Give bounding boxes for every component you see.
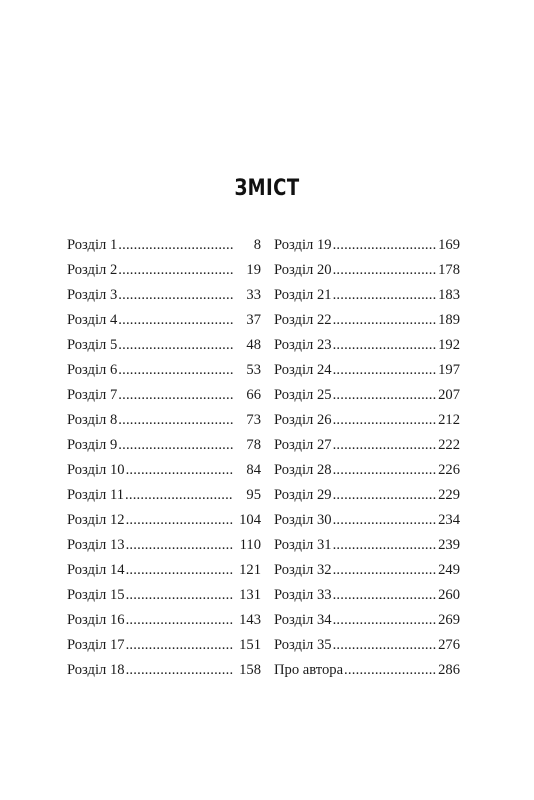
toc-entry-label: Розділ 17 (67, 637, 125, 653)
toc-entry (274, 383, 460, 408)
toc-dot-leader (126, 633, 233, 658)
toc-entry-label: Розділ 9 (67, 437, 118, 453)
toc-entry-label: Розділ 12 (67, 512, 125, 528)
toc-entry (274, 483, 460, 508)
toc-dot-leader (333, 433, 436, 458)
toc-entry-page-number: 110 (239, 537, 261, 553)
toc-entry (67, 358, 261, 383)
toc-entry (67, 383, 261, 408)
toc-entry-label: Розділ 23 (274, 337, 332, 353)
toc-entry-page-number: 73 (246, 412, 261, 428)
toc-entry-label: Розділ 14 (67, 562, 125, 578)
toc-entry (274, 358, 460, 383)
toc-entry-label: Розділ 6 (67, 362, 118, 378)
toc-entry-label: Розділ 25 (274, 387, 332, 403)
toc-entry (67, 258, 261, 283)
toc-entry (274, 458, 460, 483)
toc-dot-leader (333, 358, 436, 383)
toc-entry (67, 608, 261, 633)
toc-entry-label: Розділ 5 (67, 337, 118, 353)
toc-entry (274, 283, 460, 308)
toc-dot-leader (126, 533, 233, 558)
toc-entry-page-number: 207 (438, 387, 460, 403)
toc-entry-page-number: 169 (438, 237, 460, 253)
toc-entry (274, 583, 460, 608)
toc-dot-leader (118, 233, 233, 258)
toc-entry-page-number: 66 (246, 387, 261, 403)
toc-entry-label: Розділ 21 (274, 287, 332, 303)
toc-entry-page-number: 53 (246, 362, 261, 378)
toc-dot-leader (126, 458, 233, 483)
toc-entry-label: Розділ 29 (274, 487, 332, 503)
toc-entry-page-number: 95 (246, 487, 261, 503)
toc-entry-page-number: 189 (438, 312, 460, 328)
toc-entry (67, 558, 261, 583)
toc-dot-leader (118, 358, 233, 383)
toc-entry-page-number: 151 (239, 637, 261, 653)
toc-dot-leader (333, 483, 436, 508)
toc-dot-leader (118, 383, 233, 408)
toc-entry (67, 483, 261, 508)
toc-entry-page-number: 260 (438, 587, 460, 603)
toc-entry (67, 308, 261, 333)
toc-entry (67, 283, 261, 308)
toc-entry-page-number: 212 (438, 412, 460, 428)
toc-entry (274, 633, 460, 658)
toc-entry-page-number: 131 (239, 587, 261, 603)
toc-entry-label: Розділ 10 (67, 462, 125, 478)
toc-entry (274, 433, 460, 458)
toc-entry-page-number: 37 (246, 312, 261, 328)
toc-entry-label: Розділ 4 (67, 312, 118, 328)
toc-entry-label: Розділ 33 (274, 587, 332, 603)
toc-entry-page-number: 8 (253, 237, 261, 253)
toc-entry-page-number: 192 (438, 337, 460, 353)
toc-dot-leader (333, 583, 436, 608)
toc-column-left (67, 233, 261, 683)
toc-entry-label: Розділ 3 (67, 287, 118, 303)
toc-entry (67, 633, 261, 658)
toc-entry-label: Розділ 1 (67, 237, 118, 253)
toc-entry (67, 333, 261, 358)
toc-dot-leader (333, 608, 436, 633)
toc-dot-leader (118, 333, 233, 358)
toc-entry (67, 233, 261, 258)
toc-entry (67, 508, 261, 533)
toc-entry-label: Розділ 27 (274, 437, 332, 453)
toc-entry-page-number: 178 (438, 262, 460, 278)
toc-dot-leader (333, 558, 436, 583)
toc-entry-label: Про автора (274, 662, 344, 678)
toc-entry-label: Розділ 13 (67, 537, 125, 553)
toc-entry-page-number: 143 (239, 612, 261, 628)
toc-column-right (274, 233, 460, 683)
toc-dot-leader (118, 408, 233, 433)
page-title: ЗМІСТ (234, 176, 300, 201)
toc-entry-page-number: 249 (438, 562, 460, 578)
toc-dot-leader (118, 258, 233, 283)
toc-dot-leader (118, 308, 233, 333)
toc-entry-page-number: 239 (438, 537, 460, 553)
toc-entry (67, 583, 261, 608)
toc-entry-page-number: 121 (239, 562, 261, 578)
toc-entry-label: Розділ 28 (274, 462, 332, 478)
toc-entry-page-number: 286 (438, 662, 460, 678)
toc-entry (67, 658, 261, 683)
toc-entry-page-number: 226 (438, 462, 460, 478)
toc-entry-label: Розділ 19 (274, 237, 332, 253)
toc-entry-label: Розділ 8 (67, 412, 118, 428)
toc-entry-page-number: 229 (438, 487, 460, 503)
toc-dot-leader (333, 308, 436, 333)
toc-entry (67, 533, 261, 558)
toc-dot-leader (333, 633, 436, 658)
toc-entry-label: Розділ 11 (67, 487, 125, 503)
toc-entry-label: Розділ 20 (274, 262, 332, 278)
toc-entry (274, 508, 460, 533)
toc-dot-leader (333, 533, 436, 558)
toc-entry (274, 658, 460, 683)
toc-dot-leader (333, 333, 436, 358)
toc-entry-label: Розділ 15 (67, 587, 125, 603)
toc-entry-label: Розділ 22 (274, 312, 332, 328)
toc-entry-label: Розділ 35 (274, 637, 332, 653)
toc-dot-leader (333, 283, 436, 308)
toc-entry (67, 433, 261, 458)
toc-entry (274, 608, 460, 633)
toc-dot-leader (126, 608, 233, 633)
toc-dot-leader (118, 283, 233, 308)
toc-entry-page-number: 222 (438, 437, 460, 453)
toc-entry (274, 308, 460, 333)
toc-dot-leader (118, 433, 233, 458)
toc-entry-page-number: 158 (239, 662, 261, 678)
toc-entry-page-number: 48 (246, 337, 261, 353)
toc-dot-leader (333, 408, 436, 433)
toc-entry-page-number: 84 (246, 462, 261, 478)
toc-entry-label: Розділ 30 (274, 512, 332, 528)
toc-entry-label: Розділ 26 (274, 412, 332, 428)
toc-entry (274, 533, 460, 558)
toc-dot-leader (333, 458, 436, 483)
toc-entry-page-number: 276 (438, 637, 460, 653)
toc-entry (67, 408, 261, 433)
toc-entry-page-number: 78 (246, 437, 261, 453)
toc-entry (67, 458, 261, 483)
toc-dot-leader (333, 508, 436, 533)
toc-entry-page-number: 269 (438, 612, 460, 628)
toc-entry (274, 333, 460, 358)
toc-entry-page-number: 197 (438, 362, 460, 378)
toc-dot-leader (333, 383, 436, 408)
toc-dot-leader (333, 258, 436, 283)
toc-entry (274, 558, 460, 583)
toc-entry-label: Розділ 34 (274, 612, 332, 628)
toc-entry (274, 258, 460, 283)
toc-dot-leader (126, 658, 233, 683)
toc-entry-label: Розділ 31 (274, 537, 332, 553)
toc-dot-leader (126, 583, 233, 608)
toc-entry-label: Розділ 2 (67, 262, 118, 278)
toc-entry-page-number: 234 (438, 512, 460, 528)
toc-entry-page-number: 183 (438, 287, 460, 303)
toc-dot-leader (344, 658, 436, 683)
toc-entry-page-number: 33 (246, 287, 261, 303)
toc-entry-label: Розділ 16 (67, 612, 125, 628)
toc-entry-page-number: 104 (239, 512, 261, 528)
toc-entry-label: Розділ 18 (67, 662, 125, 678)
toc-entry-page-number: 19 (246, 262, 261, 278)
toc-dot-leader (126, 558, 233, 583)
toc-entry-label: Розділ 24 (274, 362, 332, 378)
toc-entry-label: Розділ 32 (274, 562, 332, 578)
toc-dot-leader (126, 508, 233, 533)
toc-entry (274, 408, 460, 433)
toc-entry-label: Розділ 7 (67, 387, 118, 403)
toc-dot-leader (333, 233, 436, 258)
toc-entry (274, 233, 460, 258)
toc-dot-leader (125, 483, 233, 508)
